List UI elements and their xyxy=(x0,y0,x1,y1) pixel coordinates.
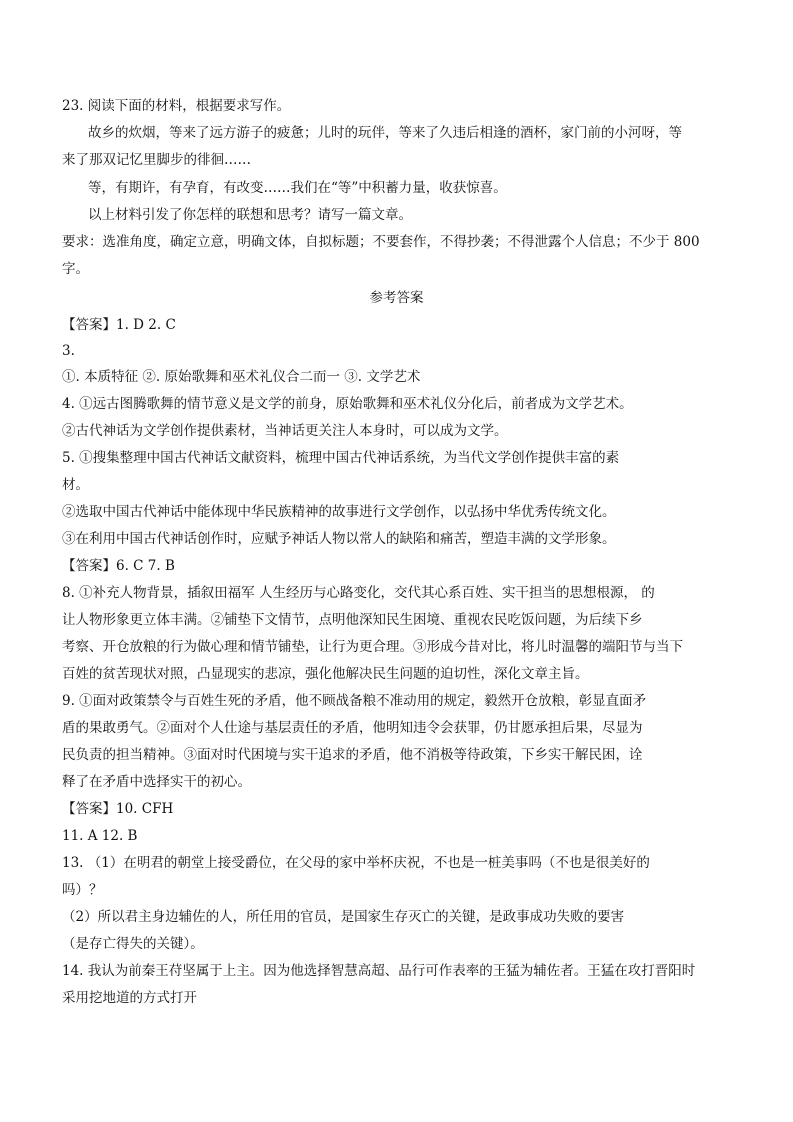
answer-5-line-1: 5. ①搜集整理中国古代神话文献资料，梳理中国古代神话系统，为当代文学创作提供丰富的素 xyxy=(62,450,620,466)
requirements-line-2: 字。 xyxy=(62,261,89,277)
answers-heading: 参考答案 xyxy=(369,290,424,306)
answer-8-line-1: 8. ①补充人物背景，插叙田福军 人生经历与心路变化，交代其心系百姓、实干担当的思想根源， 的 xyxy=(62,585,655,601)
answer-8-line-4: 百姓的贫苦现状对照，凸显现实的悲凉，强化他解决民生问题的迫切性，深化文章主旨。 xyxy=(62,666,589,682)
requirements-line-1: 要求：选准角度，确定立意，明确文体，自拟标题；不要套作，不得抄袭；不得泄露个人信息；不少于 800 xyxy=(62,234,700,250)
answer-8-line-3: 考察、开仓放粮的行为做心理和情节铺垫，让行为更合理。③形成今昔对比，将儿时温馨的端阳节与当下 xyxy=(62,639,683,655)
answer-10: 【答案】10. CFH xyxy=(62,801,174,817)
answer-13-line-4: （是存亡得失的关键）。 xyxy=(62,936,204,952)
answer-4-line-2: ②古代神话为文学创作提供素材，当神话更关注人本身时，可以成为文学。 xyxy=(62,423,508,439)
answer-5-line-4: ③在利用中国古代神话创作时，应赋予神话人物以常人的缺陷和痛苦，塑造丰满的文学形象。 xyxy=(62,531,616,547)
answer-9-line-1: 9. ①面对政策禁令与百姓生死的矛盾，他不顾战备粮不准动用的规定，毅然开仓放粮，彰显直面矛 xyxy=(62,693,647,709)
answer-13-line-3: （2）所以君主身边辅佐的人，所任用的官员，是国家生存灭亡的关键，是政事成功失败的要害 xyxy=(62,909,625,925)
question-23-title: 23. 阅读下面的材料，根据要求写作。 xyxy=(62,98,291,114)
material-para-2: 等，有期许，有孕育，有改变……我们在“等”中积蓄力量，收获惊喜。 xyxy=(88,180,507,196)
material-para-1-line-1: 故乡的炊烟，等来了远方游子的疲惫；儿时的玩伴，等来了久违后相逢的酒杯，家门前的小河呀，等 xyxy=(88,125,682,141)
answer-4-line-1: 4. ①远古图腾歌舞的情节意义是文学的前身，原始歌舞和巫术礼仪分化后，前者成为文学艺术。 xyxy=(62,396,633,412)
answer-1-2: 【答案】1. D 2. C xyxy=(62,317,176,333)
answer-11-12: 11. A 12. B xyxy=(62,828,138,844)
answer-9-line-4: 释了在矛盾中选择实干的初心。 xyxy=(62,774,251,790)
answer-14-line-1: 14. 我认为前秦王苻坚属于上主。因为他选择智慧高超、品行可作表率的王猛为辅佐者。王猛在攻打晋阳时 xyxy=(62,963,696,979)
answer-3: ①. 本质特征 ②. 原始歌舞和巫术礼仪合二而一 ③. 文学艺术 xyxy=(62,369,421,385)
answer-14-line-2: 采用挖地道的方式打开 xyxy=(62,990,197,1006)
answer-9-line-3: 民负责的担当精神。③面对时代困境与实干追求的矛盾，他不消极等待政策，下乡实干解民困，诠 xyxy=(62,747,643,763)
answer-3-label: 3. xyxy=(62,343,75,359)
material-para-1-line-2: 来了那双记忆里脚步的徘徊…… xyxy=(62,152,251,168)
answer-5-line-3: ②选取中国古代神话中能体现中华民族精神的故事进行文学创作，以弘扬中华优秀传统文化。 xyxy=(62,504,616,520)
answer-13-line-2: 吗）？ xyxy=(62,882,103,898)
answer-8-line-2: 让人物形象更立体丰满。②铺垫下文情节，点明他深知民生困境、重视农民吃饭问题，为后续下乡 xyxy=(62,612,643,628)
answer-6-7: 【答案】6. C 7. B xyxy=(62,558,175,574)
material-para-3: 以上材料引发了你怎样的联想和思考？请写一篇文章。 xyxy=(88,207,412,223)
answer-13-line-1: 13. （1）在明君的朝堂上接受爵位，在父母的家中举杯庆祝，不也是一桩美事吗（不也是很美好的 xyxy=(62,855,650,871)
answer-9-line-2: 盾的果敢勇气。②面对个人仕途与基层责任的矛盾，他明知违令会获罪，仍甘愿承担后果，尽显为 xyxy=(62,720,643,736)
answer-5-line-2: 材。 xyxy=(62,477,89,493)
